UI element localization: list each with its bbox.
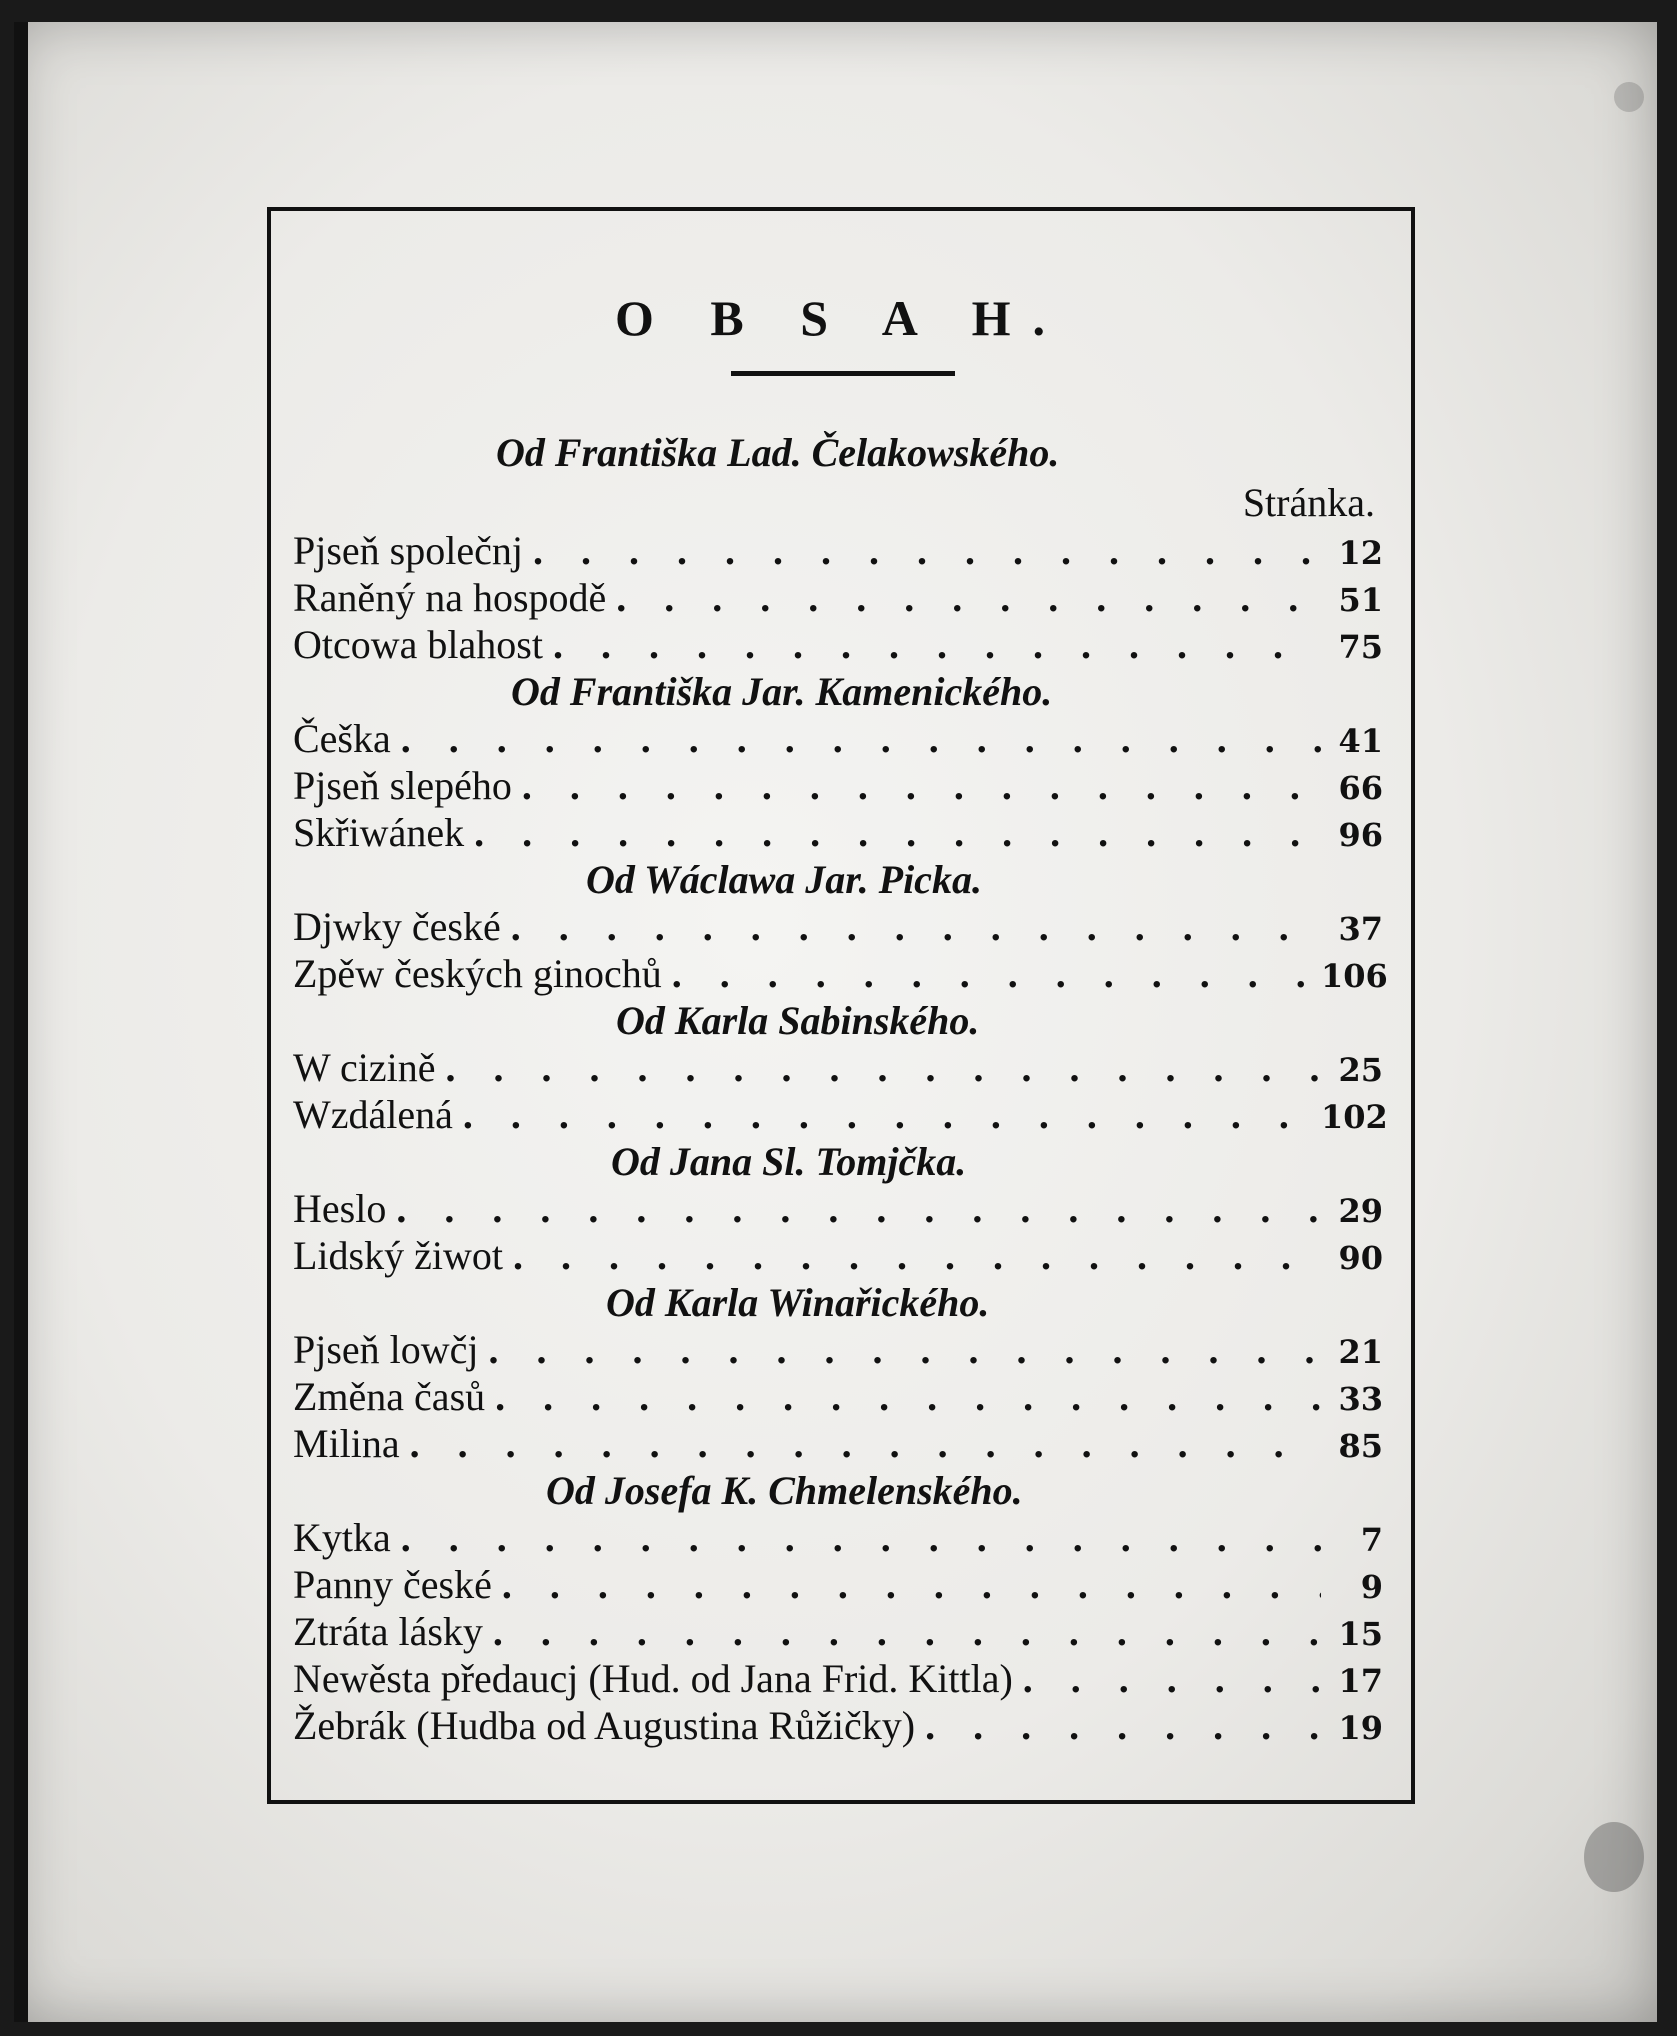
section-author: Od Františka Lad. Čelakowského. (496, 430, 1060, 475)
section-author: Od Karla Sabinského. (616, 998, 980, 1043)
entry-page: 96 (1338, 816, 1383, 854)
toc-entry[interactable] (293, 1044, 1383, 1090)
dot-leader (553, 621, 1321, 668)
entry-page: 85 (1338, 1427, 1383, 1465)
dot-leader (1023, 1655, 1321, 1702)
page-column-label: Stránka. (1242, 480, 1375, 525)
toc-entry[interactable] (293, 1326, 1383, 1372)
entry-title: Skřiwánek (293, 810, 465, 855)
toc-entry[interactable] (293, 762, 1383, 808)
entry-page: 51 (1338, 581, 1383, 619)
entry-page: 15 (1338, 1615, 1383, 1653)
book-page (14, 22, 1657, 2022)
section-author: Od Josefa K. Chmelenského. (546, 1468, 1023, 1513)
contents-frame (267, 207, 1415, 1804)
dot-leader (925, 1702, 1321, 1749)
section-author: Od Wáclawa Jar. Picka. (586, 857, 982, 902)
entry-page: 7 (1360, 1521, 1383, 1559)
entry-title: Lidský žiwot (293, 1233, 503, 1278)
dot-leader (522, 762, 1321, 809)
entry-title: Raněný na hospodě (293, 575, 607, 620)
entry-title: Djwky české (293, 904, 501, 949)
dot-leader (513, 1232, 1321, 1279)
toc-entry[interactable] (293, 1420, 1383, 1466)
entry-page: 25 (1338, 1051, 1383, 1089)
entry-page: 29 (1338, 1192, 1383, 1230)
entry-page: 90 (1338, 1239, 1383, 1277)
entry-title: Zpěw českých ginochů (293, 951, 662, 996)
entry-title: Ztráta lásky (293, 1609, 483, 1654)
section-author: Od Jana Sl. Tomjčka. (611, 1139, 967, 1184)
dot-leader (446, 1044, 1321, 1091)
page-title: O B S A H. (614, 290, 1068, 346)
dot-leader (396, 1185, 1321, 1232)
dot-leader (493, 1608, 1321, 1655)
toc-entry[interactable] (293, 574, 1383, 620)
dot-leader (511, 903, 1321, 950)
entry-page: 21 (1338, 1333, 1383, 1371)
entry-title: Wzdálená (293, 1092, 453, 1137)
toc-entry[interactable] (293, 903, 1383, 949)
toc-entry[interactable] (293, 1655, 1383, 1701)
toc-entry[interactable] (293, 1185, 1383, 1231)
entry-page: 106 (1321, 957, 1388, 995)
entry-title: Kytka (293, 1515, 391, 1560)
toc-entry[interactable] (293, 950, 1388, 996)
page-stain (1584, 1822, 1644, 1892)
entry-title: Pjseň společnj (293, 528, 523, 573)
toc-entry[interactable] (293, 1373, 1383, 1419)
toc-entry[interactable] (293, 1608, 1383, 1654)
entry-page: 12 (1338, 534, 1383, 572)
entry-page: 41 (1338, 722, 1383, 760)
entry-page: 9 (1360, 1568, 1383, 1606)
book-spine (14, 22, 28, 2022)
dot-leader (401, 1514, 1321, 1561)
entry-title: Žebrák (Hudba od Augustina Růžičky) (293, 1703, 916, 1748)
entry-title: Češka (293, 716, 391, 761)
entry-title: W cizině (293, 1045, 436, 1090)
toc-entry[interactable] (293, 1702, 1383, 1748)
toc-entry[interactable] (293, 1091, 1388, 1137)
entry-page: 75 (1338, 628, 1383, 666)
toc-entry[interactable] (293, 1561, 1383, 1607)
section-author: Od Františka Jar. Kamenického. (511, 669, 1053, 714)
entry-title: Newěsta předaucj (Hud. od Jana Frid. Kittla) (293, 1656, 1013, 1701)
dot-leader (463, 1091, 1321, 1138)
dot-leader (616, 574, 1321, 621)
toc-entry[interactable] (293, 621, 1383, 667)
entry-title: Otcowa blahost (293, 622, 543, 667)
toc-entry[interactable] (293, 715, 1383, 761)
dot-leader (533, 527, 1321, 574)
toc-entry[interactable] (293, 1232, 1383, 1278)
entry-title: Pjseň slepého (293, 763, 512, 808)
entry-title: Panny české (293, 1562, 492, 1607)
entry-page: 102 (1321, 1098, 1388, 1136)
title-rule (731, 371, 955, 376)
toc-entry[interactable] (293, 527, 1383, 573)
entry-page: 19 (1338, 1709, 1383, 1747)
entry-page: 17 (1338, 1662, 1383, 1700)
entry-page: 37 (1338, 910, 1383, 948)
dot-leader (495, 1373, 1321, 1420)
dot-leader (489, 1326, 1321, 1373)
entry-title: Změna časů (293, 1374, 486, 1419)
dot-leader (401, 715, 1321, 762)
entry-page: 33 (1338, 1380, 1383, 1418)
dot-leader (672, 950, 1321, 997)
dot-leader (474, 809, 1321, 856)
dot-leader (502, 1561, 1321, 1608)
toc-entry[interactable] (293, 1514, 1383, 1560)
toc-entry[interactable] (293, 809, 1383, 855)
dot-leader (410, 1420, 1321, 1467)
entry-title: Pjseň lowčj (293, 1327, 479, 1372)
page-stain (1614, 82, 1644, 112)
section-author: Od Karla Winařického. (606, 1280, 990, 1325)
entry-page: 66 (1338, 769, 1383, 807)
entry-title: Milina (293, 1421, 400, 1466)
entry-title: Heslo (293, 1186, 387, 1231)
